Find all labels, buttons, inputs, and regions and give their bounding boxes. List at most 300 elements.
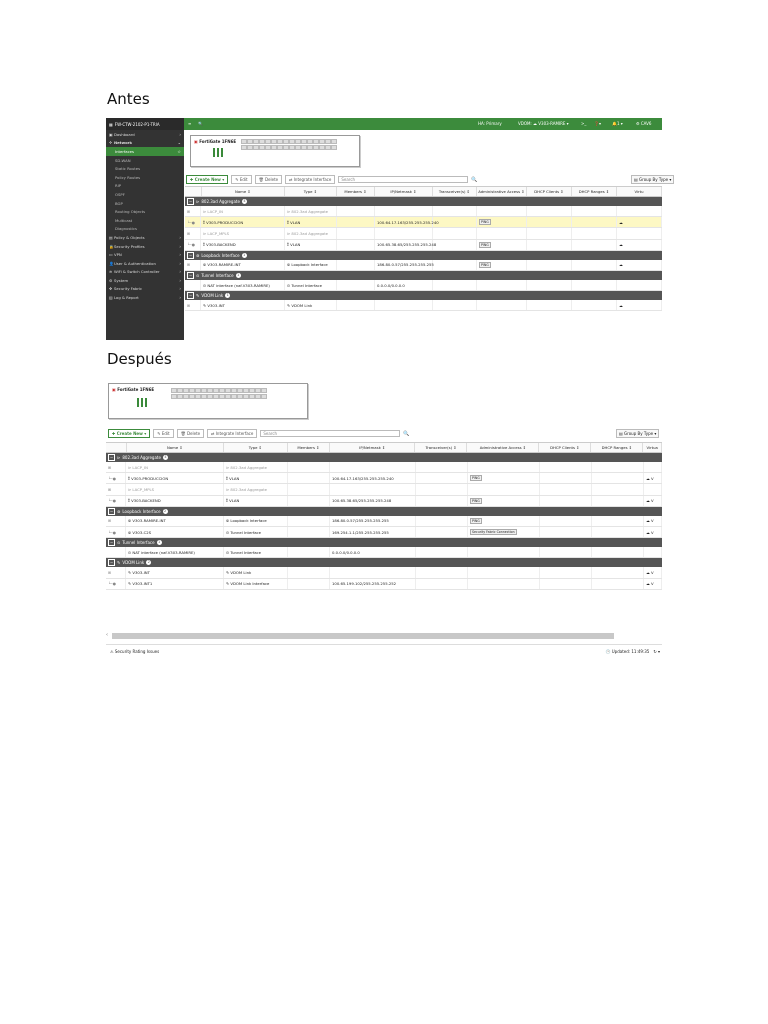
sidebar-item-label: Security Fabric (114, 286, 143, 292)
table-cell (540, 567, 592, 577)
table-cell (416, 527, 468, 537)
table-cell (540, 496, 592, 506)
table-cell (644, 547, 662, 557)
sidebar-item-sd-wan[interactable] (106, 156, 184, 165)
table-cell (416, 462, 468, 472)
ha-status: HA: Primary (478, 121, 502, 126)
sidebar-item-user-authentication[interactable] (106, 259, 184, 268)
table-cell (106, 527, 126, 537)
tree-connector-icon: ⊞ (187, 230, 191, 236)
group-header[interactable] (185, 251, 662, 260)
group-count-badge: 1 (243, 252, 246, 257)
select-column (185, 187, 202, 196)
status-bar (106, 644, 662, 657)
table-cell (416, 567, 468, 577)
table-cell (201, 300, 285, 310)
table-cell (416, 547, 468, 557)
table-row[interactable] (185, 280, 662, 291)
group-count-badge: 1 (226, 293, 229, 298)
table-cell (592, 527, 644, 537)
table-row[interactable] (106, 496, 662, 507)
group-label: 802.3ad Aggregate (122, 455, 161, 460)
interface-type-icon: ⊳ (128, 486, 132, 492)
cloud-icon: ☁ V (646, 498, 654, 504)
interface-name: V303-RAMIRE-INT (132, 518, 166, 524)
table-cell (185, 260, 201, 270)
table-row[interactable] (106, 567, 662, 578)
table-cell (126, 516, 224, 526)
table-cell (375, 300, 433, 310)
chevron-icon: › (179, 286, 181, 292)
sidebar-item-label: Multicast (115, 217, 133, 223)
edit-button[interactable]: ✎ Edit (231, 175, 251, 184)
table-cell (617, 300, 662, 310)
collapse-icon[interactable]: − (109, 560, 114, 566)
sidebar-icon: ▥ (109, 295, 113, 301)
edit-button[interactable]: ✎ Edit (153, 429, 173, 438)
interface-name: V303-INT (207, 302, 225, 308)
table-row[interactable] (185, 240, 662, 251)
table-cell (330, 473, 416, 483)
table-cell (126, 527, 224, 537)
device-icon: ▣ (194, 139, 198, 144)
table-cell (330, 547, 416, 557)
column-header[interactable]: DHCP Clients ⇕ (527, 187, 572, 196)
table-cell (337, 280, 375, 290)
table-cell (375, 260, 433, 270)
group-header[interactable] (106, 558, 662, 567)
type-label: VDOM Link Interface (230, 581, 270, 587)
sidebar-item-bgp[interactable] (106, 199, 184, 208)
column-header[interactable]: Virtua (643, 443, 662, 452)
column-header[interactable]: Name ⇕ (127, 443, 224, 452)
search-input[interactable] (260, 430, 400, 437)
table-cell (644, 516, 662, 526)
table-cell (224, 527, 288, 537)
table-cell (288, 527, 330, 537)
interfaces-table (106, 442, 662, 590)
table-cell (617, 240, 662, 250)
table-cell (468, 567, 540, 577)
sidebar-item-network[interactable] (106, 139, 184, 148)
interface-name-cell (128, 570, 150, 575)
sidebar-item-label: Security Profiles (114, 243, 145, 249)
sidebar-item-label: User & Authentication (114, 260, 156, 266)
column-header[interactable]: Members ⇕ (288, 443, 330, 452)
cloud-icon: ☁ (619, 219, 623, 225)
group-header[interactable] (106, 538, 662, 547)
column-header[interactable]: Transceiver(s) ⇕ (433, 187, 477, 196)
table-row[interactable] (185, 217, 662, 228)
table-cell (337, 217, 375, 227)
table-row[interactable] (106, 484, 662, 495)
type-cell (226, 476, 239, 481)
interface-type-icon: ✎ (128, 569, 132, 575)
type-label: VDOM Link (230, 569, 252, 575)
table-cell (644, 473, 662, 483)
sidebar-icon: ▭ (109, 252, 113, 258)
type-label: Tunnel Interface (230, 529, 261, 535)
type-cell (226, 465, 267, 470)
type-cell (287, 220, 300, 225)
user-menu[interactable]: ⚙ CAV6 (636, 121, 652, 126)
tree-connector-icon: ⊞ (108, 569, 112, 575)
type-icon: ⊳ (287, 230, 291, 236)
table-cell (285, 260, 337, 270)
refresh-icon[interactable]: ↻ ▾ (653, 648, 660, 654)
interface-name: LACP_IN (207, 208, 223, 214)
chevron-icon: › (179, 260, 181, 266)
vdom-selector[interactable]: VDOM: ☁ V303-RAMIRE ▾ (518, 121, 569, 126)
port-icon (261, 388, 267, 393)
type-icon: ⊳ (226, 464, 230, 470)
interface-name-cell (203, 303, 225, 308)
sidebar-icon: ✥ (109, 286, 113, 292)
sidebar-item-security-profiles[interactable] (106, 242, 184, 251)
table-cell (527, 228, 572, 238)
table-cell (126, 462, 224, 472)
table-cell (201, 206, 285, 216)
table-cell (185, 217, 201, 227)
collapse-icon[interactable]: − (188, 252, 193, 258)
table-cell (527, 280, 572, 290)
column-header[interactable]: DHCP Ranges ⇕ (572, 187, 617, 196)
collapse-icon[interactable]: − (188, 293, 193, 299)
port-icon (331, 145, 337, 150)
collapse-icon[interactable]: − (109, 508, 114, 514)
collapse-icon[interactable]: − (109, 540, 114, 546)
port-icon (331, 139, 337, 144)
hostname: FW-CTW-2102-P1-TRIA (114, 121, 160, 127)
port-grid (171, 388, 266, 399)
tree-connector-icon: ⊞ (187, 262, 191, 268)
table-cell (288, 462, 330, 472)
sidebar-item-label: Network (114, 140, 133, 146)
type-cell (287, 262, 328, 267)
column-header[interactable]: Type ⇕ (224, 443, 288, 452)
table-cell (527, 300, 572, 310)
interface-name-cell (203, 209, 223, 214)
sidebar-item-dashboard[interactable] (106, 130, 184, 139)
table-cell (477, 260, 527, 270)
help-icon[interactable]: ❓▾ (594, 121, 601, 126)
tree-connector-icon: └─● (108, 498, 116, 504)
sidebar-item-label: SD-WAN (115, 157, 131, 163)
table-cell (433, 217, 477, 227)
column-header[interactable]: Transceiver(s) ⇕ (415, 443, 467, 452)
search-icon[interactable]: 🔍 (198, 121, 203, 126)
table-cell (540, 484, 592, 494)
tree-connector-icon: └─● (108, 529, 116, 535)
table-header (185, 186, 662, 197)
scroll-left-icon[interactable]: ‹ (106, 632, 108, 638)
table-cell (477, 280, 527, 290)
search-icon[interactable]: 🔍 (471, 176, 478, 183)
sidebar-item-diagnostics[interactable] (106, 225, 184, 234)
heading-after: Después (107, 350, 172, 368)
type-label: VLAN (290, 242, 301, 248)
type-cell (226, 570, 251, 575)
chevron-icon: › (179, 252, 181, 258)
sidebar-item-label: VPN (114, 252, 122, 258)
security-rating-issues[interactable]: ⚠ Security Rating Issues (110, 648, 160, 654)
table-cell (468, 516, 540, 526)
table-cell (106, 516, 126, 526)
table-cell (106, 484, 126, 494)
access-badge: PING (481, 220, 489, 225)
column-header[interactable]: DHCP Ranges ⇕ (591, 443, 643, 452)
table-cell (330, 496, 416, 506)
access-badge: PING (472, 518, 480, 523)
top-bar (106, 118, 662, 130)
column-header[interactable]: Administrative Access ⇕ (467, 443, 539, 452)
group-count-badge: 2 (164, 508, 167, 513)
interface-name: NAT interface (naf.V303-RAMIRE) (207, 282, 270, 288)
table-row[interactable] (106, 527, 662, 538)
sidebar-item-policy-routes[interactable] (106, 173, 184, 182)
table-cell (572, 217, 617, 227)
type-cell (226, 550, 261, 555)
interface-name-cell (128, 465, 148, 470)
table-cell (468, 462, 540, 472)
table-cell (375, 228, 433, 238)
group-by-button[interactable]: ▤ Group By Type ▾ (631, 175, 674, 184)
chevron-icon: › (179, 295, 181, 301)
group-header[interactable] (185, 291, 662, 300)
type-icon: ✎ (287, 302, 291, 308)
cloud-icon: ☁ V (646, 581, 654, 587)
group-header[interactable] (185, 197, 662, 206)
column-header[interactable]: DHCP Clients ⇕ (539, 443, 591, 452)
table-cell (126, 547, 224, 557)
table-cell (224, 516, 288, 526)
table-cell (468, 484, 540, 494)
type-cell (226, 581, 269, 586)
table-cell (330, 516, 416, 526)
table-cell (185, 228, 201, 238)
search-input[interactable] (338, 176, 468, 183)
column-header[interactable]: Type ⇕ (285, 187, 337, 196)
access-badge: PING (472, 498, 480, 503)
table-row[interactable] (185, 206, 662, 217)
table-cell (126, 579, 224, 589)
device-faceplate (190, 135, 360, 167)
tree-connector-icon: ⊞ (187, 208, 191, 214)
table-cell (644, 567, 662, 577)
sidebar-item-security-fabric[interactable] (106, 285, 184, 294)
table-row[interactable] (185, 228, 662, 239)
table-cell (592, 473, 644, 483)
table-cell (527, 240, 572, 250)
chevron-icon: › (179, 131, 181, 137)
menu-icon[interactable]: ≡ (188, 121, 192, 126)
interface-name: V303-INT1 (132, 581, 153, 587)
integrate-interface-button[interactable]: ⇄ Integrate Interface (207, 429, 257, 438)
search-placeholder: Search (341, 177, 356, 182)
group-count-badge: 4 (164, 455, 167, 459)
table-cell (201, 280, 285, 290)
type-cell (226, 518, 267, 523)
notification-bell-icon[interactable]: 🔔1 ▾ (612, 121, 623, 126)
table-cell (527, 206, 572, 216)
sidebar-item-label: Static Routes (115, 166, 141, 172)
group-label: VDOM Link (201, 293, 224, 299)
interface-name-cell (203, 231, 229, 236)
sidebar-item-ospf[interactable] (106, 190, 184, 199)
table-row[interactable] (185, 300, 662, 311)
group-label: 802.3ad Aggregate (201, 199, 240, 204)
sidebar-item-label: Routing Objects (115, 209, 146, 215)
interface-type-icon: ⊚ (128, 529, 132, 535)
create-new-button[interactable]: ✚ Create New ▾ (108, 429, 150, 438)
type-label: 802.3ad Aggregate (230, 486, 268, 492)
horizontal-scrollbar[interactable] (112, 633, 614, 639)
table-cell (285, 280, 337, 290)
sidebar-item-static-routes[interactable] (106, 164, 184, 173)
table-cell (540, 462, 592, 472)
table-cell (106, 567, 126, 577)
interface-name-cell (128, 498, 161, 503)
screenshot-before (106, 118, 672, 340)
sidebar-item-interfaces[interactable] (106, 147, 184, 156)
access-badge: Security Fabric Connection (472, 530, 515, 535)
fortinet-logo-icon: ▦ (109, 121, 113, 127)
table-cell (375, 206, 433, 216)
tree-connector-icon: ⊞ (108, 518, 112, 524)
port-grid (241, 139, 336, 150)
group-header[interactable] (106, 453, 662, 462)
table-row[interactable] (106, 579, 662, 590)
ip-netmask: 100.65.38.65/255.255.255.248 (377, 242, 437, 248)
column-header[interactable]: Virtu (617, 187, 662, 196)
ip-netmask: 0.0.0.0/0.0.0.0 (332, 549, 360, 555)
create-new-button[interactable]: ✚ Create New ▾ (186, 175, 228, 184)
table-row[interactable] (185, 260, 662, 271)
column-header[interactable]: Members ⇕ (337, 187, 375, 196)
type-cell (226, 487, 267, 492)
table-cell (288, 516, 330, 526)
interface-name: V303-PRODUCCION (131, 475, 169, 481)
group-type-icon: ⊙ (117, 540, 121, 546)
ip-netmask: 100.65.38.65/255.255.255.248 (332, 498, 392, 504)
table-cell (617, 228, 662, 238)
sidebar-item-wifi-switch-controller[interactable] (106, 268, 184, 277)
sidebar (106, 130, 184, 340)
table-cell (224, 579, 288, 589)
type-cell (287, 231, 328, 236)
table-cell (527, 260, 572, 270)
collapse-icon[interactable]: − (188, 272, 193, 278)
integrate-interface-button[interactable]: ⇄ Integrate Interface (285, 175, 335, 184)
table-cell (416, 484, 468, 494)
access-badge: PING (472, 476, 480, 481)
chevron-icon: › (179, 277, 181, 283)
table-cell (375, 240, 437, 250)
toolbar (186, 175, 478, 184)
sidebar-item-label: System (114, 277, 129, 283)
table-cell (185, 280, 201, 290)
sidebar-item-multicast[interactable] (106, 216, 184, 225)
table-cell (106, 462, 126, 472)
sidebar-item-vpn[interactable] (106, 250, 184, 259)
table-cell (288, 567, 330, 577)
table-cell (126, 484, 224, 494)
type-label: VLAN (229, 475, 240, 481)
delete-button[interactable]: 🗑 Delete (255, 175, 283, 184)
device-name: FortiGate 1FN6E (199, 139, 237, 144)
interface-name: LACP_MPLS (207, 230, 230, 236)
table-row[interactable] (106, 462, 662, 473)
table-cell (288, 484, 330, 494)
table-row[interactable] (106, 473, 662, 484)
table-cell (224, 567, 288, 577)
sidebar-item-system[interactable] (106, 276, 184, 285)
type-icon: ✎ (226, 569, 230, 575)
column-header[interactable]: IP/Netmask ⇕ (375, 187, 433, 196)
type-cell (287, 283, 322, 288)
interface-type-icon: ⁑ (203, 242, 205, 248)
table-cell (433, 260, 477, 270)
interface-name-cell (128, 530, 151, 535)
table-cell (433, 206, 477, 216)
table-row[interactable] (106, 516, 662, 527)
collapse-icon[interactable]: − (109, 455, 114, 460)
type-icon: ⊙ (287, 282, 291, 288)
group-header[interactable] (185, 271, 662, 280)
interface-type-icon: ⊙ (203, 282, 207, 288)
search-placeholder: Search (263, 431, 278, 436)
delete-button[interactable]: 🗑 Delete (177, 429, 205, 438)
table-cell (224, 496, 288, 506)
interface-name: V303-PRODUCCION (206, 219, 244, 225)
sidebar-item-rip[interactable] (106, 182, 184, 191)
column-header[interactable]: Administrative Access ⇕ (477, 187, 527, 196)
search-icon[interactable]: 🔍 (403, 430, 410, 437)
sidebar-item-policy-objects[interactable] (106, 233, 184, 242)
table-cell (477, 217, 527, 227)
group-by-button[interactable]: ▤ Group By Type ▾ (616, 429, 659, 438)
column-header[interactable]: Name ⇕ (202, 187, 285, 196)
column-header[interactable]: IP/Netmask ⇕ (330, 443, 415, 452)
terminal-icon[interactable]: >_ (581, 121, 587, 126)
ip-netmask: 100.65.199.102/255.255.255.252 (332, 581, 397, 587)
sidebar-item-label: OSPF (115, 191, 125, 197)
interface-type-icon: ⊚ (128, 518, 132, 524)
ip-netmask: 186.80.0.57/255.255.255.255 (332, 518, 389, 524)
group-type-icon: ✎ (196, 293, 200, 299)
type-label: VLAN (229, 498, 240, 504)
type-label: Loopback Interface (291, 262, 328, 268)
ip-netmask: 169.254.1.1/255.255.255.255 (332, 529, 389, 535)
table-cell (592, 484, 644, 494)
sidebar-item-routing-objects[interactable] (106, 207, 184, 216)
type-icon: ⊚ (287, 262, 291, 268)
table-row[interactable] (106, 547, 662, 558)
table-cell (572, 228, 617, 238)
table-cell (433, 280, 477, 290)
table-cell (468, 579, 540, 589)
interface-type-icon: ⊳ (203, 230, 207, 236)
ip-netmask: 186.80.0.57/255.255.255.255 (377, 262, 434, 268)
type-icon: ⊙ (226, 549, 230, 555)
interface-name: V303-C2S (132, 529, 152, 535)
table-cell (644, 496, 662, 506)
chevron-icon: › (179, 269, 181, 275)
sidebar-item-log-report[interactable] (106, 293, 184, 302)
group-header[interactable] (106, 507, 662, 516)
collapse-icon[interactable]: − (188, 199, 193, 204)
table-cell (106, 496, 126, 506)
